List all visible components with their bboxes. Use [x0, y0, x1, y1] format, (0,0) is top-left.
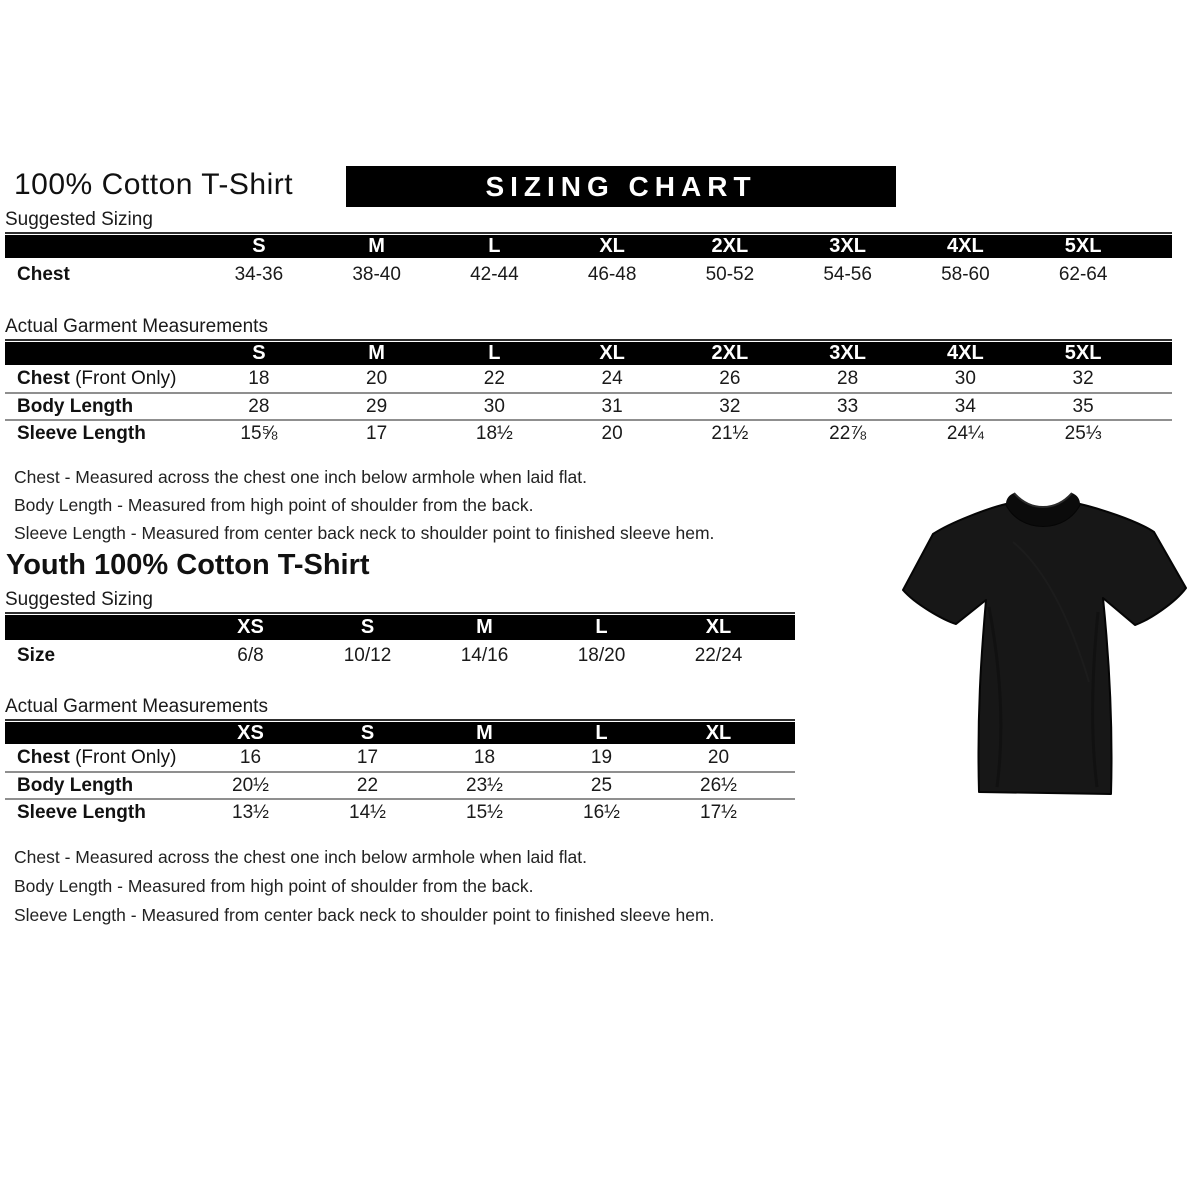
cell: 34 — [954, 395, 976, 417]
page-title: 100% Cotton T-Shirt — [14, 168, 294, 201]
cell: 23½ — [466, 774, 503, 796]
col-header: XS — [237, 616, 264, 638]
table-row-chest — [5, 365, 1172, 392]
table-header-row — [5, 235, 1172, 258]
cell: 16 — [239, 746, 262, 768]
table-row-sleeve-length — [5, 419, 1172, 446]
cell: 34-36 — [234, 263, 284, 285]
cell: 21½ — [711, 422, 749, 444]
cell: 6/8 — [237, 645, 264, 666]
cell: 20 — [366, 367, 388, 389]
note-chest: Chest - Measured across the chest one inch below armhole when laid flat. — [14, 467, 587, 487]
cell: 35 — [1072, 395, 1094, 417]
note-sleeve-length: Sleeve Length - Measured from center back neck to shoulder point to finished sleeve hem. — [14, 905, 715, 925]
cell: 22/24 — [694, 645, 743, 666]
cell: 22 — [356, 774, 379, 796]
cell: 18½ — [475, 422, 513, 444]
adult-suggested-table — [5, 235, 1172, 291]
cell: 10/12 — [343, 645, 392, 666]
note-chest: Chest - Measured across the chest one inch below armhole when laid flat. — [14, 847, 587, 867]
note-body-length: Body Length - Measured from high point of shoulder from the back. — [14, 495, 534, 515]
sizing-chart-banner: SIZING CHART — [346, 166, 896, 207]
table-row-body-length — [5, 392, 1172, 419]
col-header: M — [476, 616, 493, 638]
adult-measurement-notes — [14, 463, 714, 547]
cell: 13½ — [232, 801, 269, 823]
cell: 62-64 — [1058, 263, 1108, 285]
cell: 18/20 — [577, 645, 626, 666]
table-row-chest — [5, 744, 795, 771]
col-header: S — [360, 721, 375, 744]
row-label: Chest (Front Only) — [17, 367, 177, 389]
cell: 18 — [473, 746, 496, 768]
row-label: Chest — [17, 263, 70, 285]
cell: 22 — [483, 367, 505, 389]
cell: 31 — [601, 395, 623, 417]
col-header: S — [252, 235, 266, 257]
cell: 17 — [356, 746, 379, 768]
cell: 46-48 — [587, 263, 637, 285]
row-label: Sleeve Length — [17, 801, 146, 823]
cell: 24¼ — [946, 422, 984, 444]
cell: 28 — [837, 367, 859, 389]
cell: 32 — [719, 395, 741, 417]
col-header: L — [595, 721, 608, 744]
youth-section-title: Youth 100% Cotton T-Shirt — [6, 549, 370, 581]
adult-actual-table — [5, 342, 1172, 446]
table-header-row — [5, 722, 795, 744]
table-row-body-length — [5, 771, 795, 798]
cell: 30 — [483, 395, 505, 417]
cell: 14½ — [349, 801, 386, 823]
cell: 26 — [719, 367, 741, 389]
cell: 20 — [601, 422, 623, 444]
col-header: 4XL — [947, 342, 984, 364]
col-header: 2XL — [711, 235, 749, 257]
table-row-chest — [5, 258, 1172, 291]
table-header-row — [5, 615, 795, 640]
col-header: L — [488, 342, 501, 364]
cell: 58-60 — [941, 263, 990, 285]
table-header-row — [5, 342, 1172, 365]
row-label: Body Length — [17, 395, 134, 417]
cell: 29 — [366, 395, 388, 417]
col-header: M — [368, 342, 385, 364]
row-label: Chest (Front Only) — [17, 746, 177, 768]
cell: 15⅝ — [240, 422, 278, 444]
cell: 32 — [1072, 367, 1094, 389]
cell: 18 — [248, 367, 270, 389]
cell: 25 — [590, 774, 613, 796]
col-header: 3XL — [829, 235, 866, 257]
cell: 42-44 — [470, 263, 519, 285]
cell: 50-52 — [705, 263, 755, 285]
youth-actual-label: Actual Garment Measurements — [5, 697, 795, 721]
col-header: M — [476, 721, 493, 744]
row-label: Size — [17, 645, 56, 666]
col-header: 3XL — [829, 342, 866, 364]
cell: 20 — [707, 746, 730, 768]
youth-suggested-table — [5, 615, 795, 672]
cell: 19 — [590, 746, 613, 768]
youth-actual-table — [5, 722, 795, 825]
cell: 33 — [837, 395, 859, 417]
youth-suggested-label: Suggested Sizing — [5, 590, 795, 614]
col-header: XL — [599, 342, 625, 364]
table-row-size — [5, 640, 795, 672]
cell: 17½ — [700, 801, 737, 823]
col-header: 5XL — [1064, 235, 1102, 257]
cell: 26½ — [700, 774, 737, 796]
col-header: L — [488, 235, 501, 257]
adult-actual-label: Actual Garment Measurements — [5, 317, 1172, 341]
tshirt-graphic — [893, 472, 1195, 810]
col-header: 5XL — [1064, 342, 1102, 364]
cell: 28 — [248, 395, 270, 417]
col-header: 2XL — [711, 342, 749, 364]
cell: 20½ — [232, 774, 269, 796]
note-body-length: Body Length - Measured from high point of shoulder from the back. — [14, 876, 534, 896]
row-label: Sleeve Length — [17, 422, 146, 444]
adult-suggested-label: Suggested Sizing — [5, 210, 1172, 234]
cell: 24 — [601, 367, 623, 389]
col-header: L — [595, 616, 608, 638]
row-label: Body Length — [17, 774, 134, 796]
cell: 30 — [954, 367, 976, 389]
col-header: XL — [599, 235, 625, 257]
cell: 25⅓ — [1064, 422, 1102, 444]
col-header: S — [360, 616, 375, 638]
col-header: XL — [705, 721, 732, 744]
table-row-sleeve-length — [5, 798, 795, 825]
cell: 54-56 — [823, 263, 872, 285]
col-header: 4XL — [947, 235, 984, 257]
cell: 15½ — [466, 801, 503, 823]
note-sleeve-length: Sleeve Length - Measured from center back neck to shoulder point to finished sleeve hem. — [14, 523, 715, 543]
col-header: XS — [237, 721, 264, 744]
youth-measurement-notes — [14, 843, 714, 930]
cell: 17 — [366, 422, 388, 444]
cell: 16½ — [583, 801, 620, 823]
col-header: M — [368, 235, 385, 257]
col-header: XL — [705, 616, 732, 638]
col-header: S — [252, 342, 266, 364]
cell: 22⅞ — [829, 422, 867, 444]
black-tshirt-image — [893, 472, 1195, 810]
cell: 14/16 — [460, 645, 509, 666]
cell: 38-40 — [352, 263, 401, 285]
